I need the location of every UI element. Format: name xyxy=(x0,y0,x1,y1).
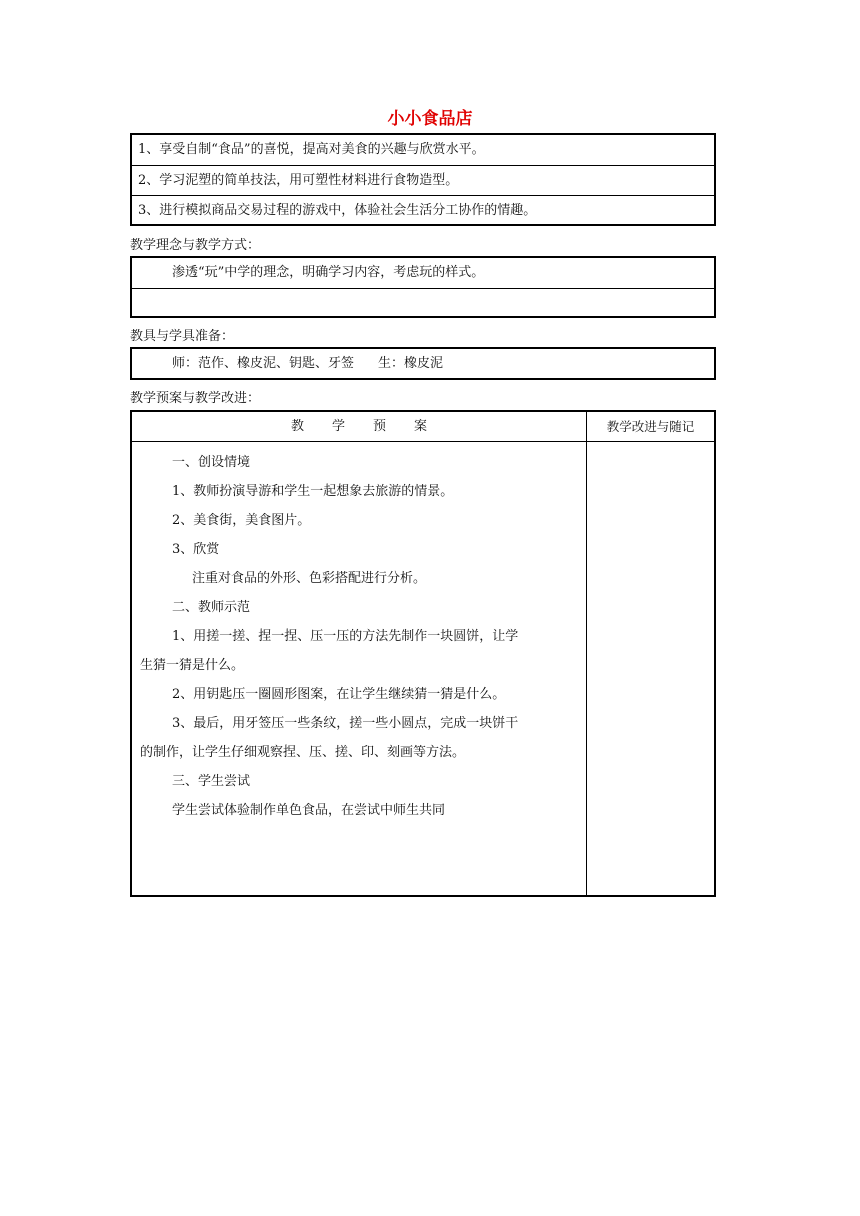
materials-table xyxy=(130,347,716,380)
plan-header-char: 预 xyxy=(373,419,387,434)
philosophy-empty-row xyxy=(132,288,714,318)
plan-line: 2、美食街，美食图片。 xyxy=(172,513,311,528)
objective-row: 3、进行模拟商品交易过程的游戏中，体验社会生活分工协作的情趣。 xyxy=(132,195,714,225)
materials-teacher: 师：范作、橡皮泥、钥匙、牙签 xyxy=(172,356,355,371)
plan-content xyxy=(140,448,582,825)
plan-header-char: 案 xyxy=(414,419,428,434)
plan-line: 三、学生尝试 xyxy=(172,774,251,789)
plan-label: 教学预案与教学改进： xyxy=(130,391,261,406)
plan-header-char: 教 xyxy=(290,419,304,434)
column-divider xyxy=(586,412,587,895)
plan-line: 生猜一猜是什么。 xyxy=(140,658,245,673)
objective-row: 2、学习泥塑的简单技法，用可塑性材料进行食物造型。 xyxy=(132,165,714,195)
plan-header-char: 学 xyxy=(331,419,345,434)
plan-line: 一、创设情境 xyxy=(172,455,251,470)
materials-student: 生：橡皮泥 xyxy=(378,356,444,371)
philosophy-label: 教学理念与教学方式： xyxy=(130,238,261,253)
plan-line: 2、用钥匙压一圈圆形图案，在让学生继续猜一猜是什么。 xyxy=(172,687,506,702)
plan-line: 1、教师扮演导游和学生一起想象去旅游的情景。 xyxy=(172,484,454,499)
philosophy-table xyxy=(130,256,716,318)
objectives-table xyxy=(130,133,716,226)
plan-line: 3、欣赏 xyxy=(172,542,220,557)
plan-line: 3、最后，用牙签压一些条纹，搓一些小圆点，完成一块饼干 xyxy=(172,716,519,731)
plan-header xyxy=(132,412,586,441)
plan-line: 1、用搓一搓、捏一捏、压一压的方法先制作一块圆饼，让学 xyxy=(172,629,519,644)
philosophy-text: 渗透“玩”中学的理念，明确学习内容，考虑玩的样式。 xyxy=(172,265,485,280)
plan-line: 二、教师示范 xyxy=(172,600,251,615)
page-title: 小小食品店 xyxy=(387,109,473,129)
plan-line: 学生尝试体验制作单色食品，在尝试中师生共同 xyxy=(172,803,446,818)
materials-label: 教具与学具准备： xyxy=(130,329,235,344)
materials-row xyxy=(132,349,714,378)
plan-table xyxy=(130,410,716,897)
plan-line: 的制作，让学生仔细观察捏、压、搓、印、刻画等方法。 xyxy=(140,745,466,760)
plan-line: 注重对食品的外形、色彩搭配进行分析。 xyxy=(192,571,427,586)
notes-header: 教学改进与随记 xyxy=(606,419,695,434)
objective-row: 1、享受自制“食品”的喜悦，提高对美食的兴趣与欣赏水平。 xyxy=(138,142,485,157)
